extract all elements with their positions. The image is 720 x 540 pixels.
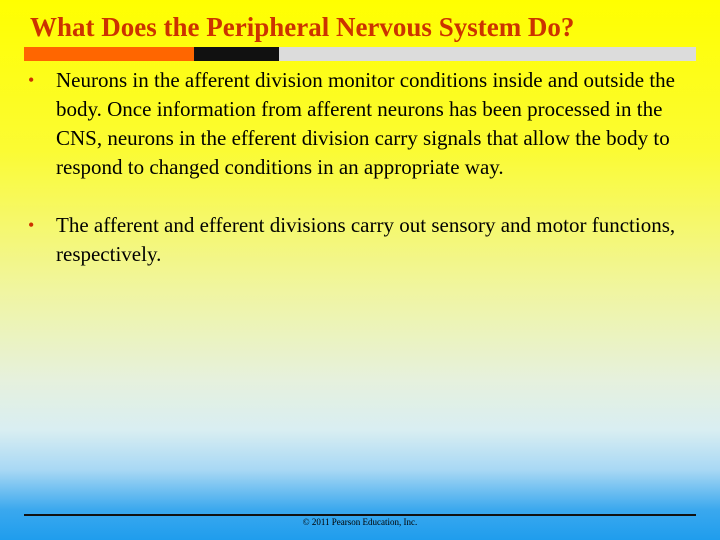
slide-title: What Does the Peripheral Nervous System Do? bbox=[30, 12, 575, 42]
bullet-item-sensory-motor-functions bbox=[24, 211, 696, 269]
title-bar-grey-segment bbox=[279, 47, 696, 61]
bullet-text: Neurons in the afferent division monitor conditions inside and outside the body. Once information from afferent neurons has been processed in the CNS, neurons in the efferent division carry signals that allow the body to respond to changed conditions in an appropriate way. bbox=[56, 68, 676, 179]
title-bar-black-segment bbox=[194, 47, 279, 61]
copyright-footer: © 2011 Pearson Education, Inc. bbox=[302, 517, 418, 527]
footer-divider bbox=[24, 514, 696, 516]
title-bar-orange-segment bbox=[24, 47, 194, 61]
bullet-item-afferent-efferent-neurons bbox=[24, 66, 696, 182]
bullet-text: The afferent and efferent divisions carry out sensory and motor functions, respectively. bbox=[56, 213, 676, 266]
bullet-marker: • bbox=[28, 70, 35, 90]
title-underline-bar bbox=[24, 47, 696, 61]
bullet-marker: • bbox=[28, 215, 35, 235]
bullet-list bbox=[24, 66, 696, 298]
